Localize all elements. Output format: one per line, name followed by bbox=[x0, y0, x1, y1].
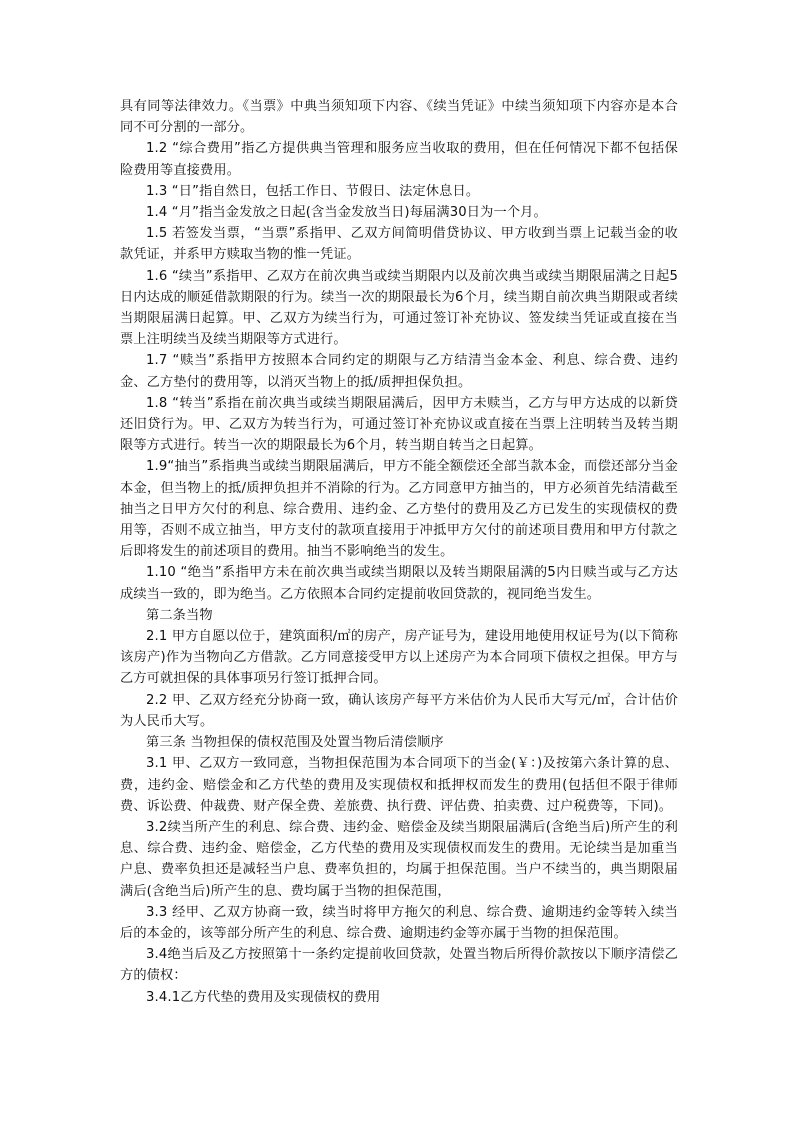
paragraph-clause-3-3: 3.3 经甲、乙双方协商一致，续当时将甲方拖欠的利息、综合费、逾期违约金等转入续当后的本金的，该等部分所产生的利息、综合费、逾期违约金等亦属于当物的担保范围。 bbox=[120, 904, 678, 941]
document-page bbox=[120, 96, 678, 1008]
paragraph-clause-1-10: 1.10 “绝当”系指甲方未在前次典当或续当期限以及转当期限届满的5内日赎当或与乙方达成续当一致的，即为绝当。乙方依照本合同约定提前收回贷款的，视同绝当发生。 bbox=[120, 565, 678, 602]
section-heading-article-3: 第三条 当物担保的债权范围及处置当物后清偿顺序 bbox=[146, 735, 444, 751]
paragraph-clause-1-7: 1.7 “赎当”系指甲方按照本合同约定的期限与乙方结清当金本金、利息、综合费、违约金、乙方垫付的费用等，以消灭当物上的抵/质押担保负担。 bbox=[120, 353, 678, 390]
paragraph-clause-1-2: 1.2 “综合费用”指乙方提供典当管理和服务应当收取的费用，但在任何情况下都不包括保险费用等直接费用。 bbox=[120, 141, 678, 178]
paragraph-clause-1-8: 1.8 “转当”系指在前次典当或续当期限届满后，因甲方未赎当，乙方与甲方达成的以新贷还旧贷行为。甲、乙双方为转当行为，可通过签订补充协议或直接在当票上注明转当及转当期限等方式进行。转当一次的期限最长为6个月，转当期自转当之日起算。 bbox=[120, 395, 678, 454]
section-heading-article-2: 第二条当物 bbox=[146, 607, 213, 623]
paragraph-clause-2-1: 2.1 甲方自愿以位于，建筑面积/㎡的房产，房产证号为，建设用地使用权证号为(以下简称该房产)作为当物向乙方借款。乙方同意接受甲方以上述房产为本合同项下债权之担保。甲方与乙方可就担保的具体事项另行签订抵押合同。 bbox=[120, 629, 678, 687]
paragraph-clause-3-4-1: 3.4.1乙方代垫的费用及实现债权的费用 bbox=[146, 989, 381, 1005]
paragraph-clause-1-9: 1.9“抽当”系指典当或续当期限届满后，甲方不能全额偿还全部当款本金，而偿还部分当金本金，但当物上的抵/质押负担并不消除的行为。乙方同意甲方抽当的，甲方必须首先结清截至抽当之日甲方欠付的利息、综合费用、违约金、乙方垫付的费用及乙方已发生的实现债权的费用等，否则不成立抽当，甲方支付的款项直接用于冲抵甲方欠付的前述项目费用和甲方付款之后即将发生的前述项目的费用。抽当不影响绝当的发生。 bbox=[120, 459, 678, 560]
paragraph-clause-3-4: 3.4绝当后及乙方按照第十一条约定提前收回贷款，处置当物后所得价款按以下顺序清偿乙方的债权： bbox=[120, 947, 678, 984]
paragraph-clause-1-3: 1.3 “日”指自然日，包括工作日、节假日、法定休息日。 bbox=[146, 183, 480, 199]
paragraph-clause-3-2: 3.2续当所产生的利息、综合费、违约金、赔偿金及续当期限届满后(含绝当后)所产生的利息、综合费、违约金、赔偿金，乙方代垫的费用及实现债权而发生的费用。无论续当是加重当户息、费率负担还是减轻当户息、费率负担的，均属于担保范围。当户不续当的，典当期限届满后(含绝当后)所产生的息、费均属于当物的担保范围， bbox=[120, 819, 678, 899]
paragraph-clause-3-1: 3.1 甲、乙双方一致同意，当物担保范围为本合同项下的当金(￥：)及按第六条计算的息、费，违约金、赔偿金和乙方代垫的费用及实现债权和抵押权而发生的费用(包括但不限于律师费、诉讼费、仲裁费、财产保全费、差旅费、执行费、评估费、拍卖费、过户税费等，下同)。 bbox=[120, 756, 678, 814]
paragraph-clause-1-5: 1.5 若签发当票，“当票”系指甲、乙双方间简明借贷协议、甲方收到当票上记载当金的收款凭证，并系甲方赎取当物的惟一凭证。 bbox=[120, 226, 678, 263]
paragraph-clause-2-2: 2.2 甲、乙双方经充分协商一致，确认该房产每平方米估价为人民币大写元/㎡，合计估价为人民币大写。 bbox=[120, 692, 678, 729]
paragraph-clause-1-4: 1.4 “月”指当金发放之日起(含当金发放当日)每届满30日为一个月。 bbox=[146, 205, 547, 221]
paragraph-clause-1-6: 1.6 “续当”系指甲、乙双方在前次典当或续当期限内以及前次典当或续当期限届满之日起5日内达成的顺延借款期限的行为。续当一次的期限最长为6个月，续当期自前次典当期限或者续当期限届满日起算。甲、乙双方为续当行为，可通过签订补充协议、签发续当凭证或直接在当票上注明续当及续当期限等方式进行。 bbox=[120, 268, 678, 348]
paragraph-preamble: 具有同等法律效力。《当票》中典当须知项下内容、《续当凭证》中续当须知项下内容亦是本合同不可分割的一部分。 bbox=[120, 99, 678, 136]
